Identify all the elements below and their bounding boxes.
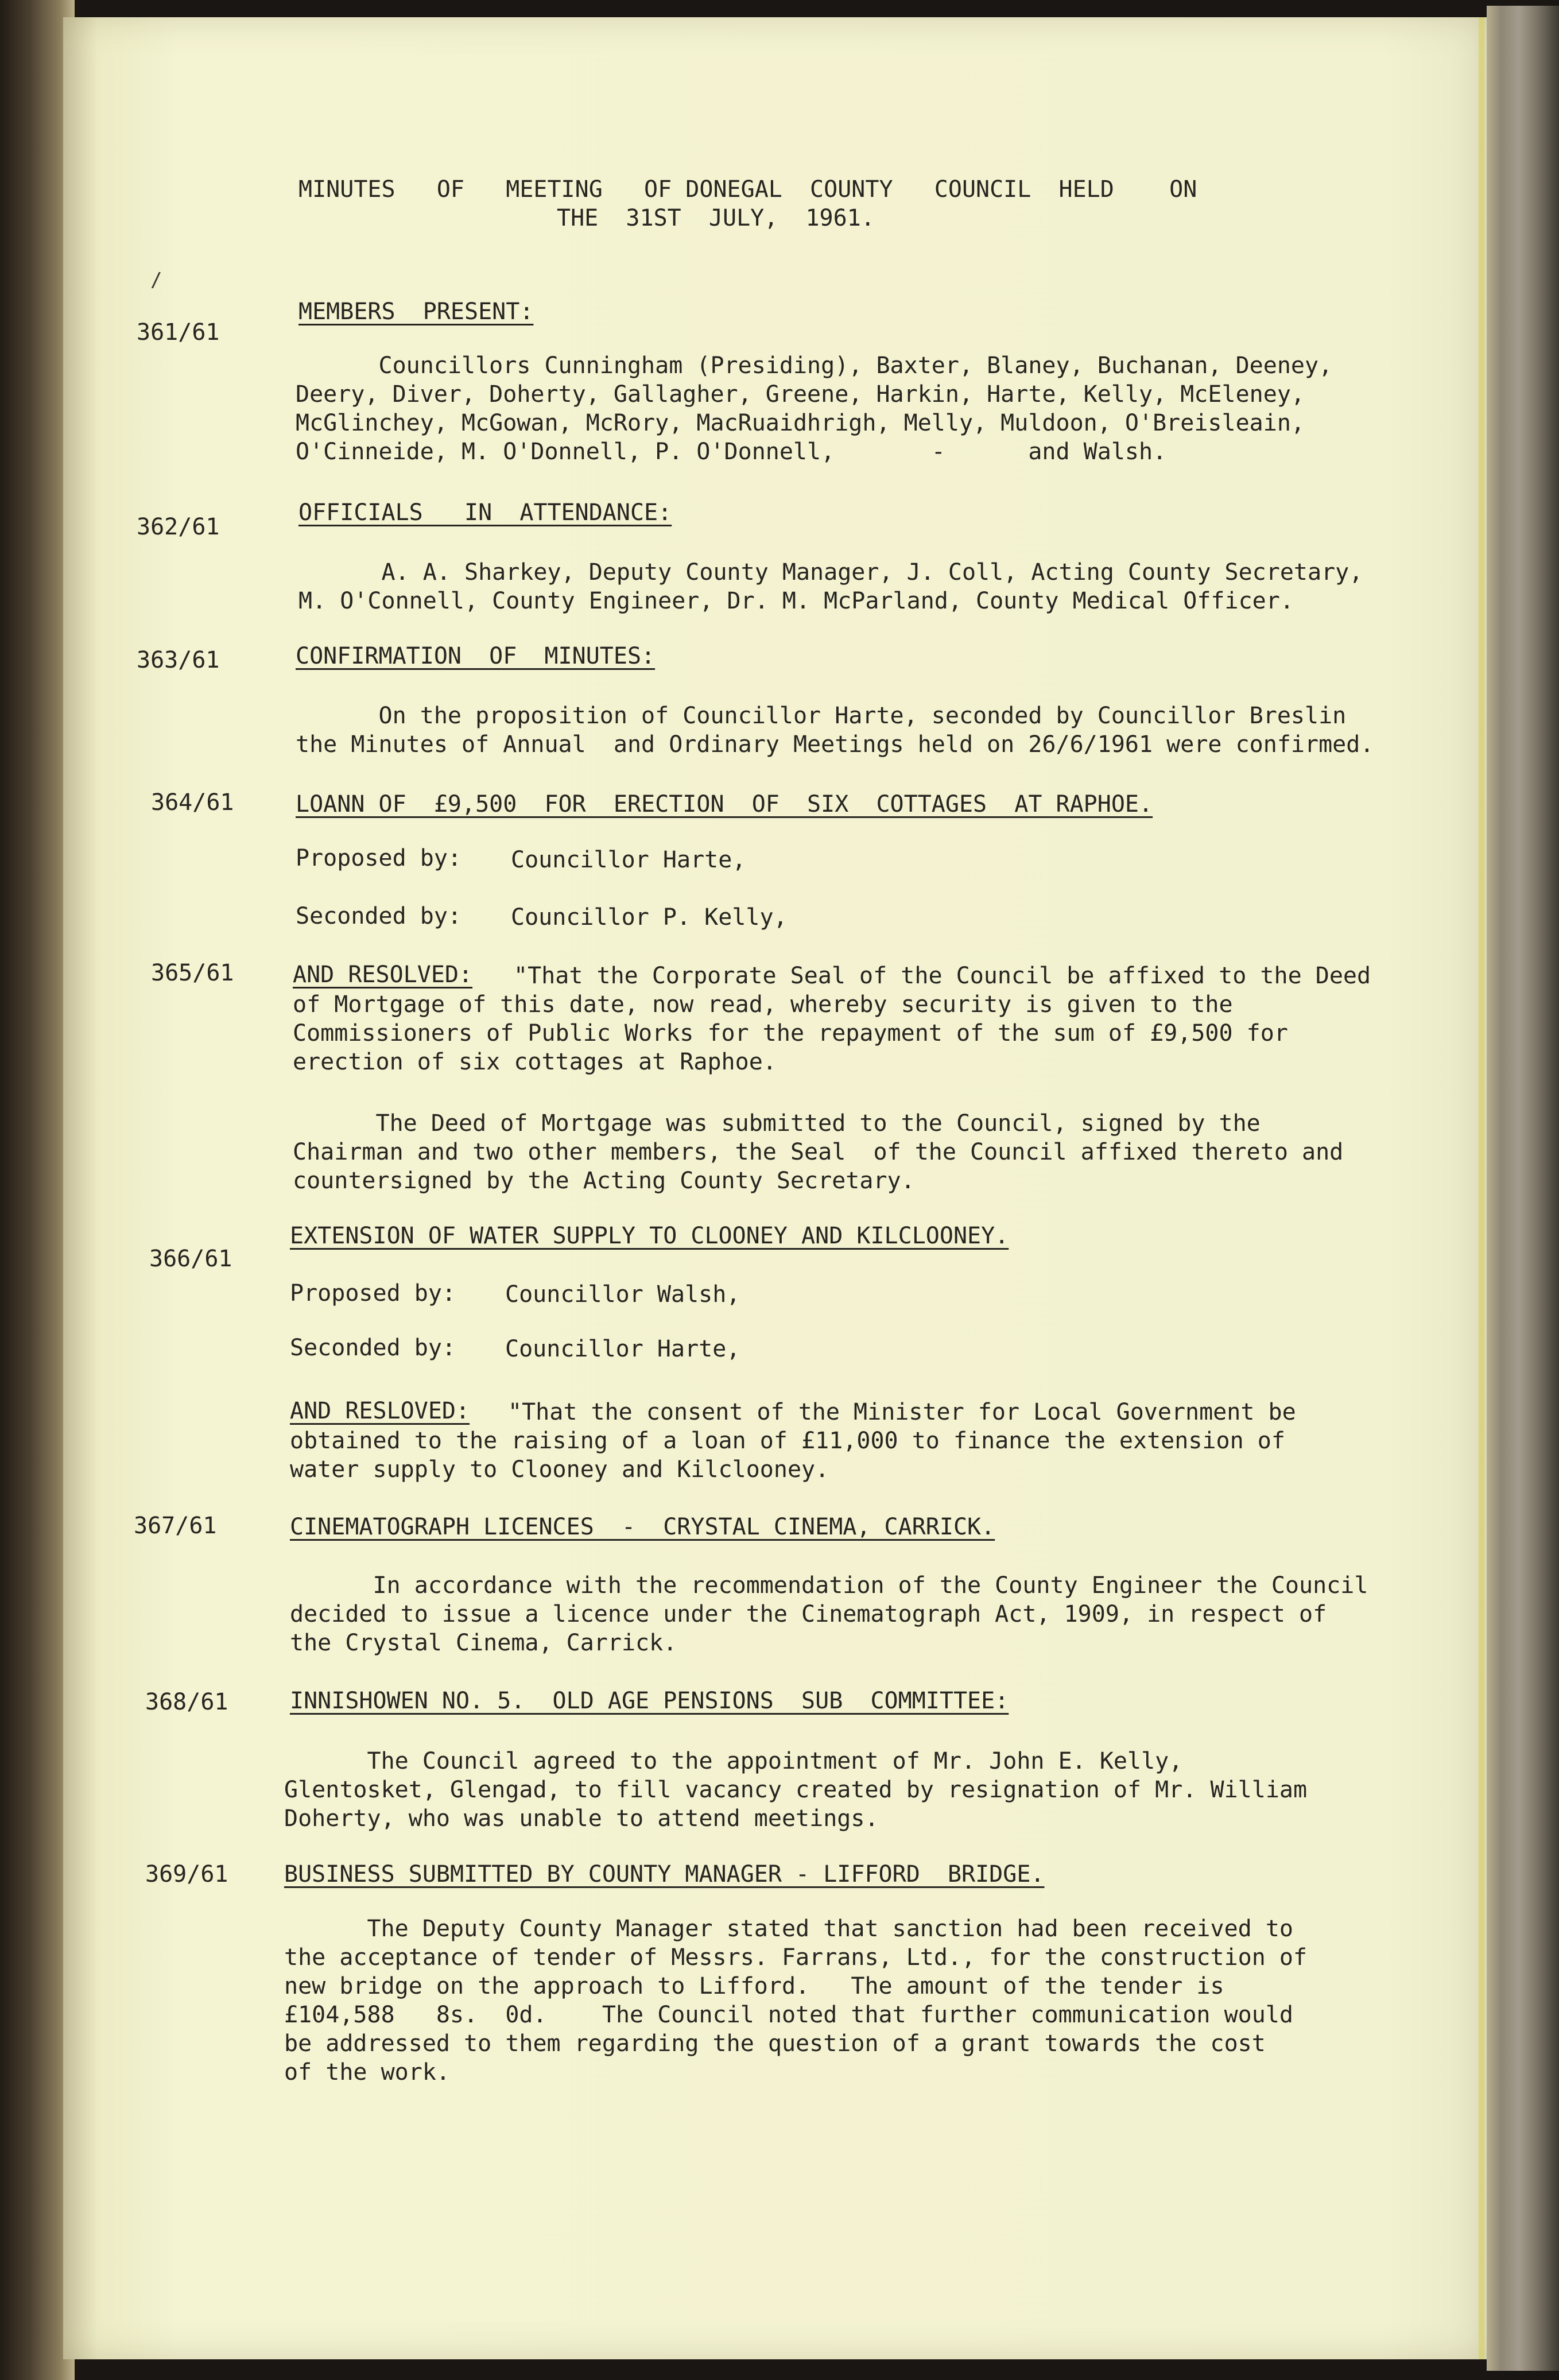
document-title-line2: THE 31ST JULY, 1961. <box>557 205 875 231</box>
seconded-by-value: Councillor P. Kelly, <box>511 904 788 931</box>
item-number: 361/61 <box>137 319 220 346</box>
item-number: 366/61 <box>149 1246 232 1272</box>
item-heading: LOANN OF £9,500 FOR ERECTION OF SIX COTTAGES AT RAPHOE. <box>296 791 1153 817</box>
item-heading: EXTENSION OF WATER SUPPLY TO CLOONEY AND KILCLOONEY. <box>290 1223 1009 1249</box>
item-body: A. A. Sharkey, Deputy County Manager, J. Coll, Acting County Secretary, M. O'Connell, County Engineer, Dr. M. McParland, County Medical Officer. <box>298 559 1363 614</box>
item-number: 368/61 <box>145 1689 228 1715</box>
item-number: 363/61 <box>137 647 220 673</box>
page-edge-highlight <box>1479 17 1484 2359</box>
item-body: In accordance with the recommendation of the County Engineer the Council decided to issue a licence under the Cinematograph Act, 1909, in respect of the Crystal Cinema, Carrick. <box>290 1572 1368 1656</box>
seconded-by-label: Seconded by: <box>296 903 462 929</box>
seconded-by-value: Councillor Harte, <box>505 1336 740 1362</box>
seconded-by-label: Seconded by: <box>290 1335 456 1361</box>
item-heading: OFFICIALS IN ATTENDANCE: <box>298 499 672 526</box>
proposed-by-label: Proposed by: <box>290 1280 456 1307</box>
item-heading: MEMBERS PRESENT: <box>298 299 534 325</box>
item-body: On the proposition of Councillor Harte, seconded by Councillor Breslin the Minutes of Annual and Ordinary Meetings held on 26/6/1961 were confirmed. <box>296 703 1374 758</box>
item-body: The Deputy County Manager stated that sanction had been received to the acceptance of tender of Messrs. Farrans, Ltd., for the construction of new bridge on the approach to Lifford. The amount of the tender is £104,588 8s. 0d. The Council noted that further communication would be addressed to them regarding the question of a grant towards the cost of the work. <box>284 1916 1308 2086</box>
item-heading: CINEMATOGRAPH LICENCES - CRYSTAL CINEMA, CARRICK. <box>290 1514 995 1540</box>
item-heading: AND RESOLVED: <box>293 962 473 988</box>
item-body-continued: The Deed of Mortgage was submitted to the Council, signed by the Chairman and two other members, the Seal of the Council affixed thereto and countersigned by the Acting County Secretary. <box>293 1110 1344 1194</box>
item-number: 369/61 <box>145 1861 228 1887</box>
item-number: 365/61 <box>151 960 234 986</box>
item-number: 364/61 <box>151 789 234 816</box>
item-heading: INNISHOWEN NO. 5. OLD AGE PENSIONS SUB COMMITTEE: <box>290 1688 1009 1714</box>
item-body: "That the consent of the Minister for Local Government be obtained to the raising of a loan of £11,000 to finance the extension of water supply to Clooney and Kilclooney. <box>290 1399 1296 1483</box>
proposed-by-value: Councillor Walsh, <box>505 1281 740 1308</box>
stray-pen-mark: / <box>150 269 162 292</box>
item-number: 362/61 <box>137 514 220 540</box>
item-heading: BUSINESS SUBMITTED BY COUNTY MANAGER - LIFFORD BRIDGE. <box>284 1861 1045 1887</box>
item-body: "That the Corporate Seal of the Council be affixed to the Deed of Mortgage of this date, now read, whereby security is given to the Commissioners of Public Works for the repayment of the sum of £9,500 for erection of six cottages at Raphoe. <box>293 963 1371 1075</box>
proposed-by-value: Councillor Harte, <box>511 847 746 873</box>
item-body: Councillors Cunningham (Presiding), Baxter, Blaney, Buchanan, Deeney, Deery, Diver, Doherty, Gallagher, Greene, Harkin, Harte, Kelly, McEleney, McGlinchey, McGowan, McRory, MacRuaidhrigh, Melly, Muldoon, O'Breisleain, O'Cinneide, M. O'Donnell, P. O'Donnell, - and Walsh. <box>296 352 1333 465</box>
item-body: The Council agreed to the appointment of Mr. John E. Kelly, Glentosket, Glengad, to fill vacancy created by resignation of Mr. William Doherty, who was unable to attend meetings. <box>284 1748 1308 1832</box>
proposed-by-label: Proposed by: <box>296 845 462 871</box>
document-title-line1: MINUTES OF MEETING OF DONEGAL COUNTY COUNCIL HELD ON <box>298 176 1197 203</box>
resolved-label: AND RESLOVED: <box>290 1398 470 1424</box>
item-number: 367/61 <box>134 1513 217 1539</box>
item-heading: CONFIRMATION OF MINUTES: <box>296 643 656 669</box>
book-page-edges <box>1487 6 1559 2371</box>
